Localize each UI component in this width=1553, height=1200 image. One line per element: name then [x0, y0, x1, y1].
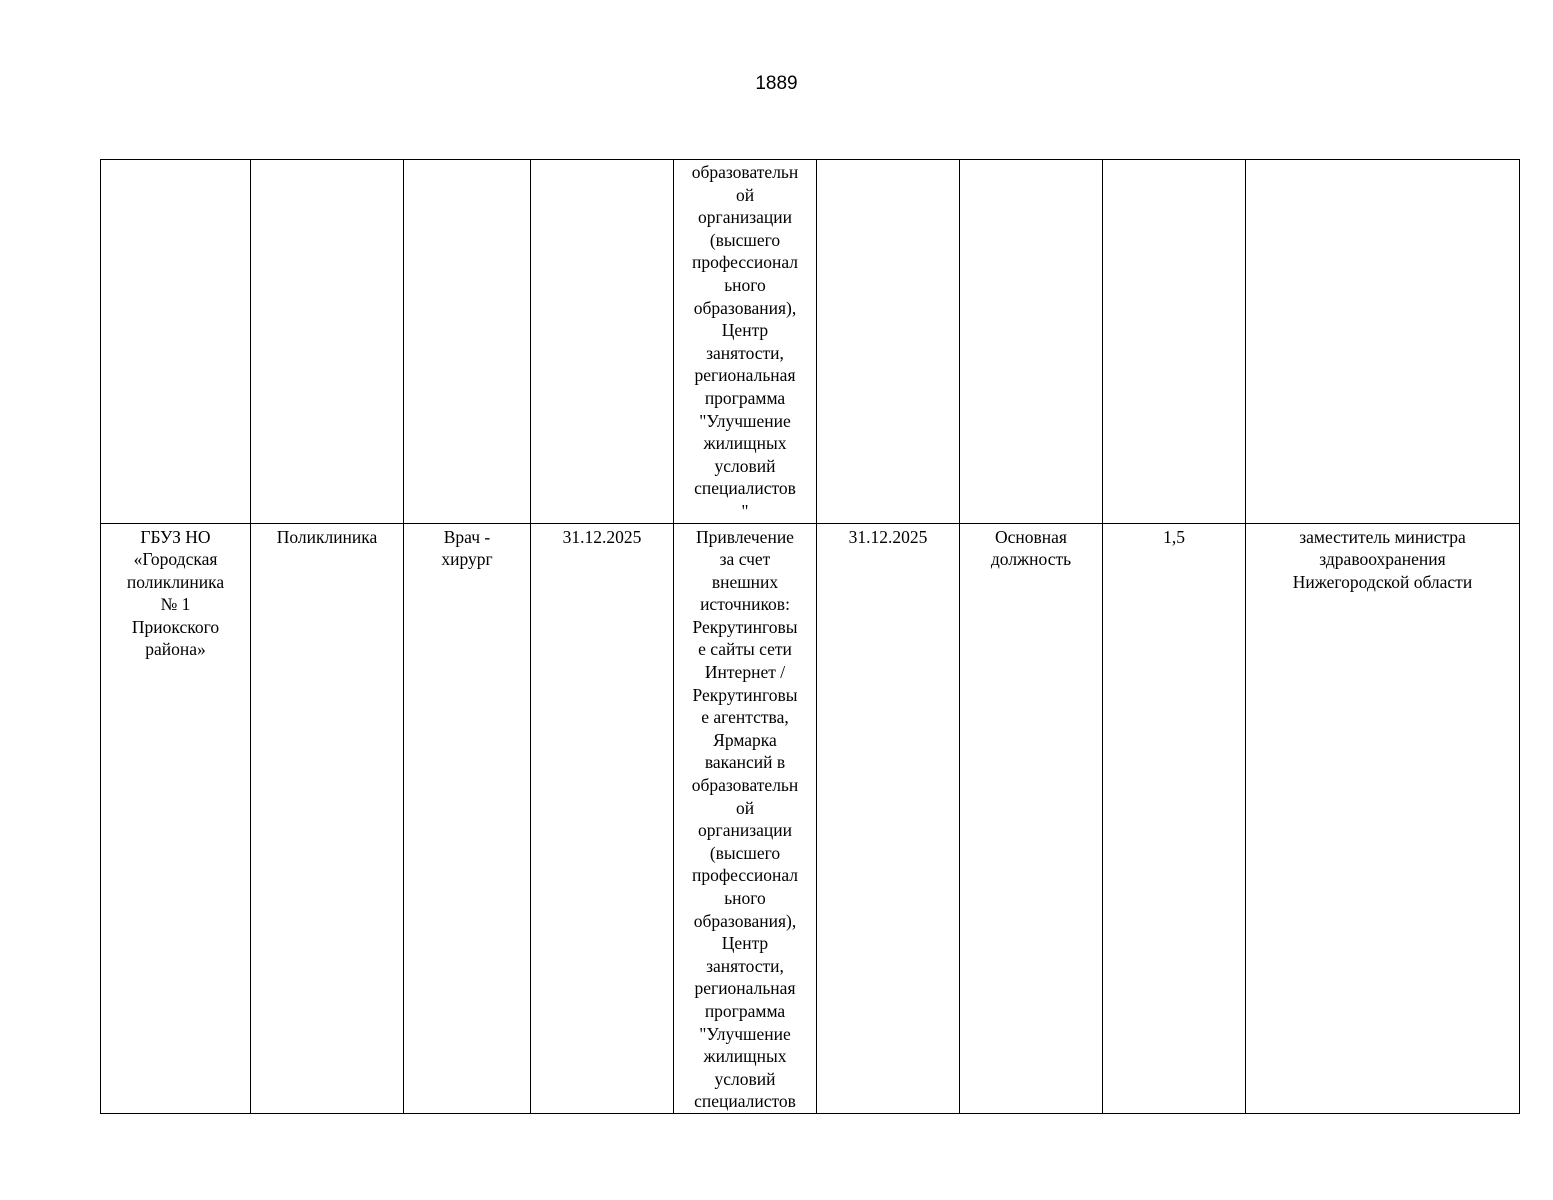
table-cell-date-1	[531, 523, 674, 1113]
table-cell-department	[251, 523, 404, 1113]
measures-text: Привлечение за счет внешних источников: Рекрутинговы е сайты сети Интернет / Рекрутинговы е агентства, Ярмарка вакансий в образовательн ой организации (высшего профессионал ьного образования), Центр занятости, региональная программа "Улучшение жилищных условий специалистов	[691, 526, 799, 1112]
table-cell-responsible	[1246, 523, 1520, 1113]
document-table	[100, 159, 1520, 1114]
table-cell-measures: образовательн ой организации (высшего профессионал ьного образования), Центр занятости, региональная программа "Улучшение жилищных условий специалистов "	[674, 160, 817, 524]
position-name: Врач - хирург	[441, 526, 493, 570]
table-cell-measures	[674, 523, 817, 1113]
date-value: 31.12.2025	[562, 526, 642, 547]
table-cell-date-2	[817, 523, 960, 1113]
table-cell-responsible	[1246, 160, 1520, 524]
date-value: 31.12.2025	[848, 526, 928, 547]
table-cell-employment-type	[960, 523, 1103, 1113]
page-number: 1889	[755, 73, 798, 94]
table-row-continuation	[101, 160, 1520, 524]
employment-type: Основная должность	[990, 526, 1072, 570]
table-cell-organization	[101, 160, 251, 524]
table-row	[101, 523, 1520, 1113]
rate-value: 1,5	[1163, 526, 1185, 547]
table-cell-date-1	[531, 160, 674, 524]
responsible-person: заместитель министра здравоохранения Нижегородской области	[1292, 526, 1473, 592]
table-cell-organization	[101, 523, 251, 1113]
table-cell-employment-type	[960, 160, 1103, 524]
table-cell-rate	[1103, 160, 1246, 524]
department-name: Поликлиника	[276, 526, 378, 547]
organization-name: ГБУЗ НО «Городская поликлиника № 1 Приокского района»	[126, 526, 225, 660]
table-cell-position	[404, 160, 531, 524]
table-cell-position	[404, 523, 531, 1113]
table-cell-rate	[1103, 523, 1246, 1113]
table-cell-date-2	[817, 160, 960, 524]
table-cell-department	[251, 160, 404, 524]
